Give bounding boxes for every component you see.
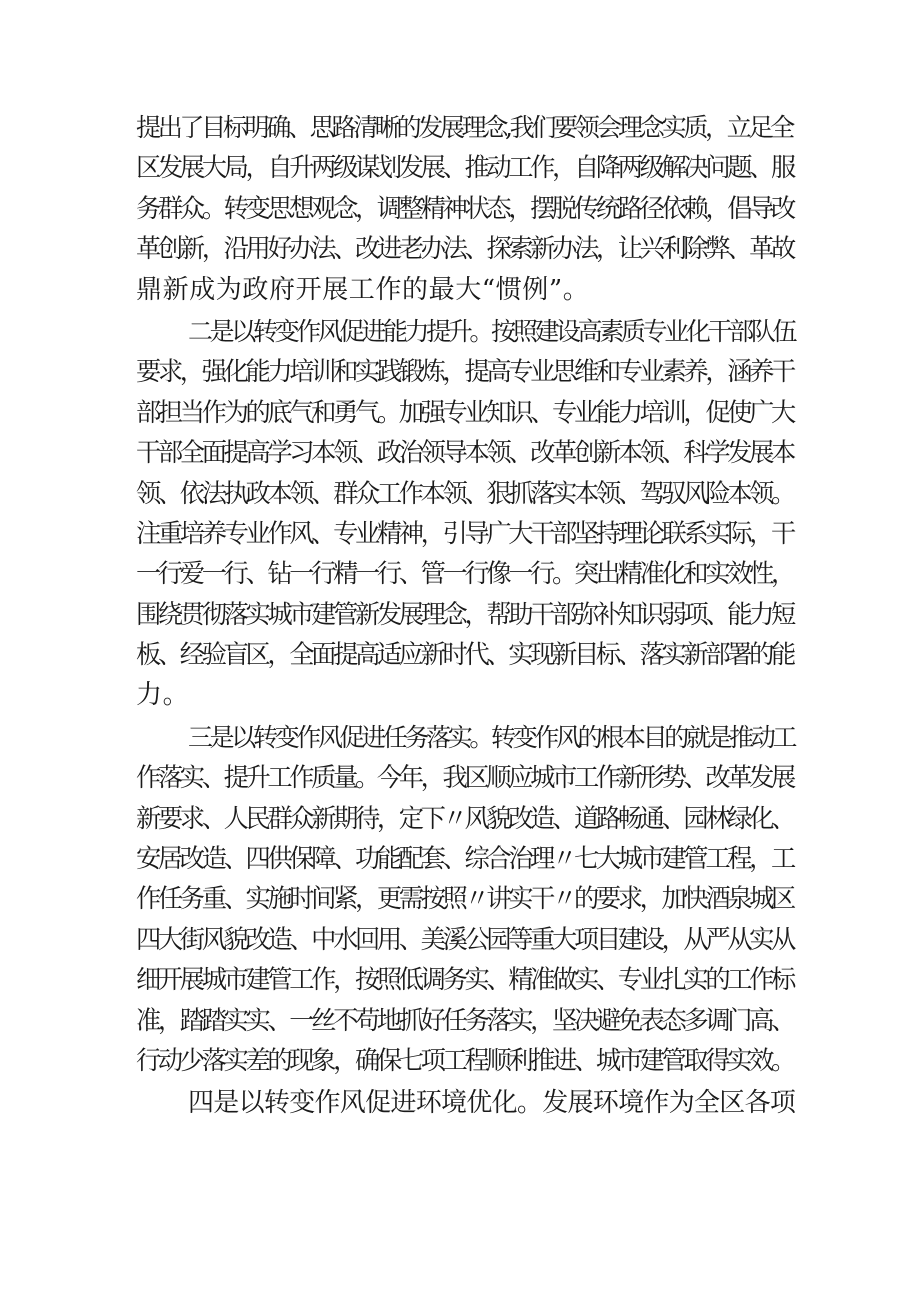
paragraph-1: [136, 108, 796, 310]
paragraph-line: 作落实、提升工作质量。今年，我区顺应城市工作新形势、改革发展: [136, 763, 793, 793]
paragraph-line: 革创新，沿用好办法、改进老办法、探索新办法，让兴利除弊、革故: [136, 234, 793, 264]
paragraph-line: 四大街风貌改造、中水回用、美溪公园等重大项目建设，从严从实从: [136, 924, 793, 954]
paragraph-line: 务群众。转变思想观念，调整精神状态，摆脱传统路径依赖，倡导改: [136, 193, 793, 223]
paragraph-2: [136, 312, 796, 716]
paragraph-3: [136, 718, 796, 1082]
paragraph-line: 鼎新成为政府开展工作的最大“惯例”。: [136, 274, 590, 305]
paragraph-line: 四是以转变作风促进环境优化。发展环境作为全区各项: [188, 1088, 796, 1119]
paragraph-line: 要求，强化能力培训和实践锻炼，提高专业思维和专业素养，涵养干: [136, 357, 793, 387]
paragraph-line: 区发展大局，自升两级谋划发展、推动工作，自降两级解决问题、服: [136, 153, 793, 183]
paragraph-line: 细开展城市建管工作，按照低调务实、精准做实、专业扎实的工作标: [136, 965, 793, 995]
paragraph-line: 准，踏踏实实、一丝不苟地抓好任务落实，坚决避免表态多调门高、: [136, 1005, 793, 1035]
paragraph-line: 作任务重、实施时间紧，更需按照〃讲实干〃的要求，加快酒泉城区: [136, 884, 793, 914]
paragraph-line: 干部全面提高学习本领、政治领导本领、改革创新本领、科学发展本: [136, 438, 793, 468]
paragraph-line: 围绕贯彻落实城市建管新发展理念，帮助干部弥补知识弱项、能力短: [136, 599, 793, 629]
paragraph-line: 安居改造、四供保障、功能配套、综合治理〃七大城市建管工程，工: [136, 844, 793, 874]
paragraph-line: 领、依法执政本领、群众工作本领、狠抓落实本领、驾驭风险本领。: [136, 478, 793, 508]
paragraph-line: 新要求、人民群众新期待，定下〃风貌改造、道路畅通、园林绿化、: [136, 803, 793, 833]
paragraph-line: 注重培养专业作风、专业精神，引导广大干部坚持理论联系实际，干: [136, 518, 793, 548]
paragraph-4: [136, 1083, 796, 1123]
paragraph-line: 提出了目标明确、思路清晰的发展理念,我们要领会理念实质，立足全: [136, 113, 792, 142]
paragraph-line: 板、经验盲区，全面提高适应新时代、实现新目标、落实新部署的能: [136, 640, 793, 670]
paragraph-line: 力。: [136, 680, 190, 711]
paragraph-line: 行动少落实差的现象，确保七项工程顺利推进、城市建管取得实效。: [136, 1045, 793, 1075]
document-body: [136, 108, 796, 1126]
paragraph-line: 部担当作为的底气和勇气。加强专业知识、专业能力培训，促使广大: [136, 397, 793, 427]
paragraph-line: 三是以转变作风促进任务落实。转变作风的根本目的就是推动工: [188, 722, 795, 752]
paragraph-line: 二是以转变作风促进能力提升。按照建设高素质专业化干部队伍: [188, 316, 795, 346]
paragraph-line: 一行爱一行、钻一行精一行、管一行像一行。突出精准化和实效性，: [136, 559, 793, 589]
